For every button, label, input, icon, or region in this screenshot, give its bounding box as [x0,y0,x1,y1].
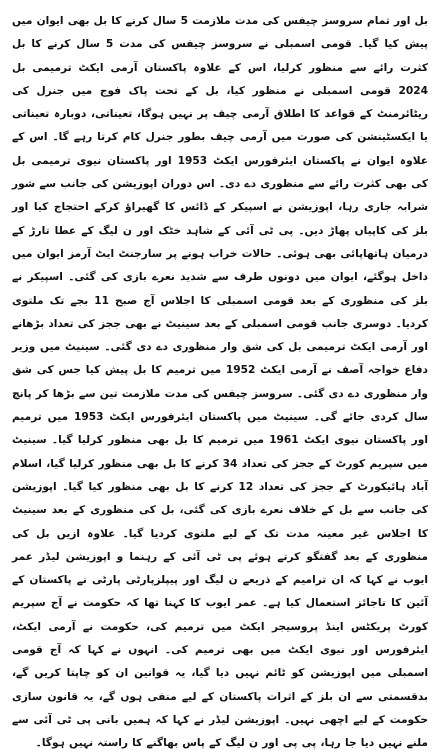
article-body: بل اور تمام سروسز چیفس کی مدت ملازمت 5 سال کرنے کا بل بھی ایوان میں پیش کیا گیا۔ قومی اسمبلی نے سروسز چیفس کی مدت 5 سال کرنے کا بل کثرت رائے سے منظور کرلیا، اس کے علاوہ پاکستان آرمی ایکٹ ترمیمی بل 2024 قومی اسمبلی نے منظور کیا، بل کے تحت پاک فوج میں جنرل کی ریٹائرمنٹ کے قواعد کا اطلاق آرمی چیف پر نہیں ہوگا، تعیناتی، دوبارہ تعیناتی یا ایکسٹینشن کی صورت میں آرمی چیف بطور جنرل کام کرتا رہے گا۔ اس کے علاوہ ایوان نے پاکستان ایئرفورس ایکٹ 1953 اور پاکستان نیوی ترمیمی بل کی بھی کثرت رائے سے منظوری دے دی۔ اس دوران اپوزیشن کی جانب سے شور شرابہ جاری رہا، اپوزیشن نے اسپیکر کے ڈائس کا گھیراؤ کرکے احتجاج کیا اور بلز کی کاپیاں پھاڑ دیں۔ پی ٹی آئی کے شاہد خٹک اور ن لیگ کے عطا تارڑ کے درمیان ہاتھاپائی بھی ہوئی۔ حالات خراب ہونے پر سارجنٹ ایٹ آرمز ایوان میں داخل ہوگئے، ایوان میں دونوں طرف سے شدید نعرے بازی کی گئی۔ اسپیکر نے بلز کی منظوری کے بعد قومی اسمبلی کا اجلاس آج صبح 11 بجے تک ملتوی کردیا۔ دوسری جانب قومی اسمبلی کے بعد سینیٹ نے بھی ججز کی تعداد بڑھانے اور آرمی ایکٹ ترمیمی بل کی شق وار منظوری دے دی گئی۔ سینیٹ میں وزیر دفاع خواجہ آصف نے آرمی ایکٹ 1952 میں ترمیم کا بل پیش کیا جس کی شق وار منظوری دے دی گئی۔ سروسز چیفس کی مدت ملازمت تین سے بڑھا کر پانچ سال کردی جائے گی۔ سینیٹ میں پاکستان ایئرفورس ایکٹ 1953 میں ترمیم اور پاکستان نیوی ایکٹ 1961 میں ترمیم کا بل بھی منظور کرلیا گیا۔ سینیٹ میں سپریم کورٹ کے ججز کی تعداد 34 کرنے کا بل بھی منظور کرلیا گیا، اسلام آباد ہائیکورٹ کے ججز کی تعداد 12 کرنے کا بل بھی منظور کیا گیا۔ اپوزیشن کی جانب سے بل کے خلاف نعرے بازی کی گئی، بل کی منظوری کے بعد سینیٹ کا اجلاس غیر معینہ مدت تک کے لیے ملتوی کردیا گیا۔ علاوہ ازیں بل کی منظوری کے بعد گفتگو کرتے ہوئے پی ٹی آئی کے رہنما و اپوزیشن لیڈر عمر ایوب نے کہا کہ ان ترامیم کے ذریعے ن لیگ اور پیپلزپارٹی پارٹی نے پاکستان کے آئین کا ناجائز استعمال کیا ہے۔ عمر ایوب کا کہنا تھا کہ حکومت نے آج سپریم کورٹ پریکٹس اینڈ پروسیجر ایکٹ میں ترمیم کی، حکومت نے آرمی ایکٹ، ایئرفورس اور نیوی ایکٹ میں بھی ترمیم کی۔ انہوں نے کہا کہ آج قومی اسمبلی میں اپوزیشن کو ٹائم نہیں دیا گیا، یہ قوانین ان کو چاپتا کریں گے، بدقسمتی سے ان بلز کے اثرات پاکستان کے لیے منفی ہوں گے، یہ قانون سازی حکومت کے لیے اچھی نہیں۔ اپوزیشن لیڈر نے کہا کہ ہمیں بانی پی ٹی آئی سے ملنے نہیں دیا جا رہا، پی پی اور ن لیگ کے پاس بھاگنے کا راستہ نہیں ہوگا۔ [12,15,428,750]
